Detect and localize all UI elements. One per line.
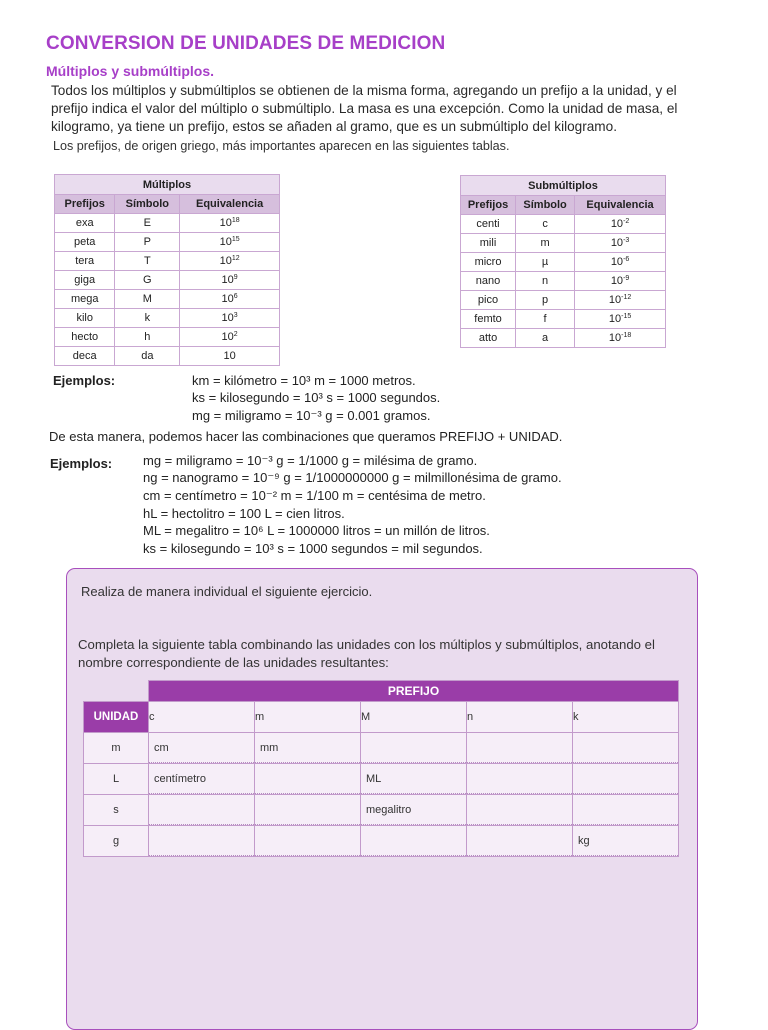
answer-cell[interactable] (573, 733, 679, 764)
answer-symbol[interactable] (361, 826, 466, 856)
prefix-name: centi (461, 215, 516, 234)
multiplos-table (54, 174, 280, 366)
answer-name[interactable] (149, 856, 254, 887)
exercise-description: Completa la siguiente tabla combinando las unidades con los múltiplos y submúltiplos, anotando el nombre correspondiente de las unidades resultantes: (78, 637, 655, 670)
page-title: CONVERSION DE UNIDADES DE MEDICION (46, 33, 446, 54)
prefix-symbol: f (516, 310, 575, 329)
answer-cell[interactable] (361, 733, 467, 764)
prefix-column-header: c (149, 702, 255, 733)
prefix-equivalence (575, 272, 666, 291)
equivalence-base: 10 (223, 350, 236, 362)
answer-cell[interactable] (573, 826, 679, 857)
prefix-name: atto (461, 329, 516, 348)
example-line: hL = hectolitro = 100 L = cien litros. (143, 506, 345, 521)
prefix-row (55, 347, 280, 366)
prefijo-header: PREFIJO (149, 681, 679, 702)
answer-cell[interactable] (149, 795, 255, 826)
prefix-row (461, 329, 666, 348)
prefix-symbol: da (115, 347, 180, 366)
prefix-symbol: c (516, 215, 575, 234)
answer-name[interactable] (255, 856, 360, 887)
examples-label: Ejemplos: (50, 456, 113, 471)
submultiplos-table (460, 175, 666, 348)
equivalence-exponent: 3 (233, 312, 238, 319)
prefix-symbol: P (115, 233, 180, 252)
prefix-column-header: k (573, 702, 679, 733)
prefix-row (55, 252, 280, 271)
prefix-symbol: E (115, 214, 180, 233)
exercise-title: Realiza de manera individual el siguiente ejercicio. (81, 584, 373, 599)
equivalence-base: 10 (219, 255, 232, 267)
prefix-row (55, 290, 280, 309)
prefix-symbol: T (115, 252, 180, 271)
intro-tables-note: Los prefijos, de origen griego, más importantes aparecen en las siguientes tablas. (53, 139, 510, 153)
prefix-equivalence (180, 271, 280, 290)
answer-symbol[interactable] (149, 795, 254, 825)
answer-symbol[interactable] (149, 826, 254, 856)
answer-cell[interactable] (573, 764, 679, 795)
answer-symbol[interactable] (467, 795, 572, 825)
equivalence-exponent: -15 (621, 313, 632, 320)
equivalence-base: 10 (221, 331, 234, 343)
prefix-equivalence (575, 234, 666, 253)
prefix-symbol: p (516, 291, 575, 310)
answer-cell[interactable] (255, 826, 361, 857)
prefix-equivalence (180, 233, 280, 252)
prefix-column-header: n (467, 702, 573, 733)
answer-cell[interactable] (255, 795, 361, 826)
answer-cell[interactable] (255, 733, 361, 764)
answer-symbol[interactable] (573, 795, 678, 825)
prefix-symbol: k (115, 309, 180, 328)
prefix-column-header: m (255, 702, 361, 733)
equivalence-base: 10 (221, 293, 234, 305)
example-line: ks = kilosegundo = 10³ s = 1000 segundos. (192, 390, 441, 405)
equivalence-exponent: 12 (231, 255, 240, 262)
answer-symbol[interactable] (467, 733, 572, 763)
prefix-name: mili (461, 234, 516, 253)
unit-row (84, 826, 679, 857)
prefix-equivalence (180, 252, 280, 271)
intro-paragraph: Todos los múltiplos y submúltiplos se obtienen de la misma forma, agregando un prefijo a la unidad, y el prefijo indica el valor del múltiplo o submúltiplo. La masa es una excepción. Como la unidad de masa, el kilogramo, ya tiene un prefijo, estos se añaden al gramo, que es un submúltiplo del kilogramo. (51, 83, 678, 134)
answer-symbol[interactable]: kg (573, 826, 678, 856)
answer-cell[interactable] (149, 764, 255, 795)
prefix-equivalence (575, 253, 666, 272)
multiplos-header: Equivalencia (180, 195, 280, 214)
prefix-symbol: h (115, 328, 180, 347)
answer-cell[interactable] (149, 826, 255, 857)
prefix-equivalence (180, 328, 280, 347)
example-line: ng = nanogramo = 10⁻⁹ g = 1/1000000000 g = milmillonésima de gramo. (143, 470, 562, 485)
prefix-name: mega (55, 290, 115, 309)
prefix-row (55, 271, 280, 290)
exercise-table (83, 680, 679, 857)
prefix-row (461, 234, 666, 253)
answer-symbol[interactable] (467, 826, 572, 856)
equivalence-exponent: -18 (621, 332, 632, 339)
equivalence-exponent: 15 (231, 236, 240, 243)
answer-cell[interactable] (361, 764, 467, 816)
prefix-column-header: M (361, 702, 467, 733)
section-subtitle: Múltiplos y submúltiplos. (46, 63, 214, 79)
prefix-equivalence (575, 329, 666, 348)
answer-cell[interactable] (149, 733, 255, 785)
multiplos-caption: Múltiplos (55, 175, 280, 195)
unit-row (84, 795, 679, 826)
example-line: cm = centímetro = 10⁻² m = 1/100 m = centésima de metro. (143, 488, 486, 503)
multiplos-header: Símbolo (115, 195, 180, 214)
prefix-equivalence (575, 291, 666, 310)
prefix-row (55, 214, 280, 233)
equivalence-base: 10 (608, 332, 622, 344)
examples-label: Ejemplos: (53, 373, 116, 388)
submultiplos-caption: Submúltiplos (461, 176, 666, 196)
answer-name[interactable] (467, 856, 572, 887)
prefix-row (461, 215, 666, 234)
prefix-name: femto (461, 310, 516, 329)
prefix-row (461, 272, 666, 291)
answer-cell[interactable] (255, 764, 361, 795)
prefix-symbol: µ (516, 253, 575, 272)
answer-symbol[interactable] (255, 826, 360, 856)
prefix-row (461, 291, 666, 310)
example-line: km = kilómetro = 10³ m = 1000 metros. (192, 373, 416, 388)
equivalence-base: 10 (610, 275, 624, 287)
unit-label: m (84, 733, 149, 764)
answer-symbol[interactable] (467, 764, 572, 794)
answer-symbol[interactable] (255, 764, 360, 794)
answer-symbol[interactable]: mm (255, 733, 360, 763)
equivalence-base: 10 (219, 236, 232, 248)
prefix-row (55, 309, 280, 328)
answer-name[interactable] (361, 856, 466, 887)
prefix-symbol: G (115, 271, 180, 290)
prefix-row (55, 328, 280, 347)
prefix-row (461, 253, 666, 272)
combination-text: De esta manera, podemos hacer las combinaciones que queramos PREFIJO + UNIDAD. (49, 429, 563, 444)
example-line: ML = megalitro = 10⁶ L = 1000000 litros = un millón de litros. (143, 523, 490, 538)
multiplos-header: Prefijos (55, 195, 115, 214)
equivalence-exponent: -12 (621, 294, 632, 301)
answer-cell[interactable] (467, 764, 573, 795)
equivalence-base: 10 (610, 218, 624, 230)
answer-cell[interactable] (467, 795, 573, 826)
prefix-name: nano (461, 272, 516, 291)
answer-symbol[interactable] (573, 733, 678, 763)
example-line: ks = kilosegundo = 10³ s = 1000 segundos = mil segundos. (143, 541, 483, 556)
prefix-symbol: M (115, 290, 180, 309)
prefix-row (55, 233, 280, 252)
equivalence-exponent: 2 (233, 331, 238, 338)
unit-row (84, 733, 679, 764)
unidad-header: UNIDAD (84, 702, 149, 733)
equivalence-exponent: -9 (623, 275, 630, 282)
answer-cell[interactable] (467, 733, 573, 764)
equivalence-exponent: -3 (623, 237, 630, 244)
equivalence-base: 10 (219, 217, 232, 229)
equivalence-base: 10 (610, 256, 624, 268)
example-line: mg = miligramo = 10⁻³ g = 0.001 gramos. (192, 408, 431, 423)
unit-label: g (84, 826, 149, 857)
prefix-name: hecto (55, 328, 115, 347)
answer-symbol[interactable] (361, 795, 466, 825)
unit-label: s (84, 795, 149, 826)
equivalence-exponent: 6 (233, 293, 238, 300)
prefix-symbol: n (516, 272, 575, 291)
answer-symbol[interactable] (361, 733, 466, 763)
equivalence-base: 10 (608, 294, 622, 306)
equivalence-base: 10 (221, 312, 234, 324)
answer-cell[interactable] (573, 795, 679, 826)
prefix-name: micro (461, 253, 516, 272)
prefix-equivalence (575, 215, 666, 234)
prefix-symbol: a (516, 329, 575, 348)
equivalence-base: 10 (221, 274, 234, 286)
answer-symbol[interactable]: cm (149, 733, 254, 763)
prefix-name: deca (55, 347, 115, 366)
equivalence-exponent: -6 (623, 256, 630, 263)
prefix-name: kilo (55, 309, 115, 328)
answer-cell[interactable] (361, 826, 467, 857)
equivalence-base: 10 (610, 237, 624, 249)
answer-name[interactable]: megalitro (366, 803, 412, 816)
prefix-name: pico (461, 291, 516, 310)
unit-row (84, 764, 679, 795)
prefix-name: exa (55, 214, 115, 233)
prefix-symbol: m (516, 234, 575, 253)
prefix-row (461, 310, 666, 329)
equivalence-exponent: 9 (233, 274, 238, 281)
answer-symbol[interactable] (573, 764, 678, 794)
answer-name[interactable]: centímetro (154, 772, 206, 785)
prefix-name: peta (55, 233, 115, 252)
answer-symbol[interactable] (149, 764, 254, 794)
unit-label: L (84, 764, 149, 795)
equivalence-base: 10 (608, 313, 622, 325)
prefix-equivalence (180, 309, 280, 328)
prefix-equivalence (180, 347, 280, 366)
answer-cell[interactable] (361, 795, 467, 826)
equivalence-exponent: 18 (231, 217, 240, 224)
answer-name[interactable] (573, 856, 678, 887)
answer-symbol[interactable] (255, 795, 360, 825)
example-line: mg = miligramo = 10⁻³ g = 1/1000 g = milésima de gramo. (143, 453, 478, 468)
prefix-name: giga (55, 271, 115, 290)
prefix-equivalence (180, 214, 280, 233)
prefix-name: tera (55, 252, 115, 271)
submultiplos-header: Prefijos (461, 196, 516, 215)
answer-cell[interactable] (467, 826, 573, 857)
prefix-equivalence (575, 310, 666, 329)
submultiplos-header: Símbolo (516, 196, 575, 215)
prefix-equivalence (180, 290, 280, 309)
answer-symbol[interactable]: ML (361, 764, 466, 794)
equivalence-exponent: -2 (623, 218, 630, 225)
submultiplos-header: Equivalencia (575, 196, 666, 215)
